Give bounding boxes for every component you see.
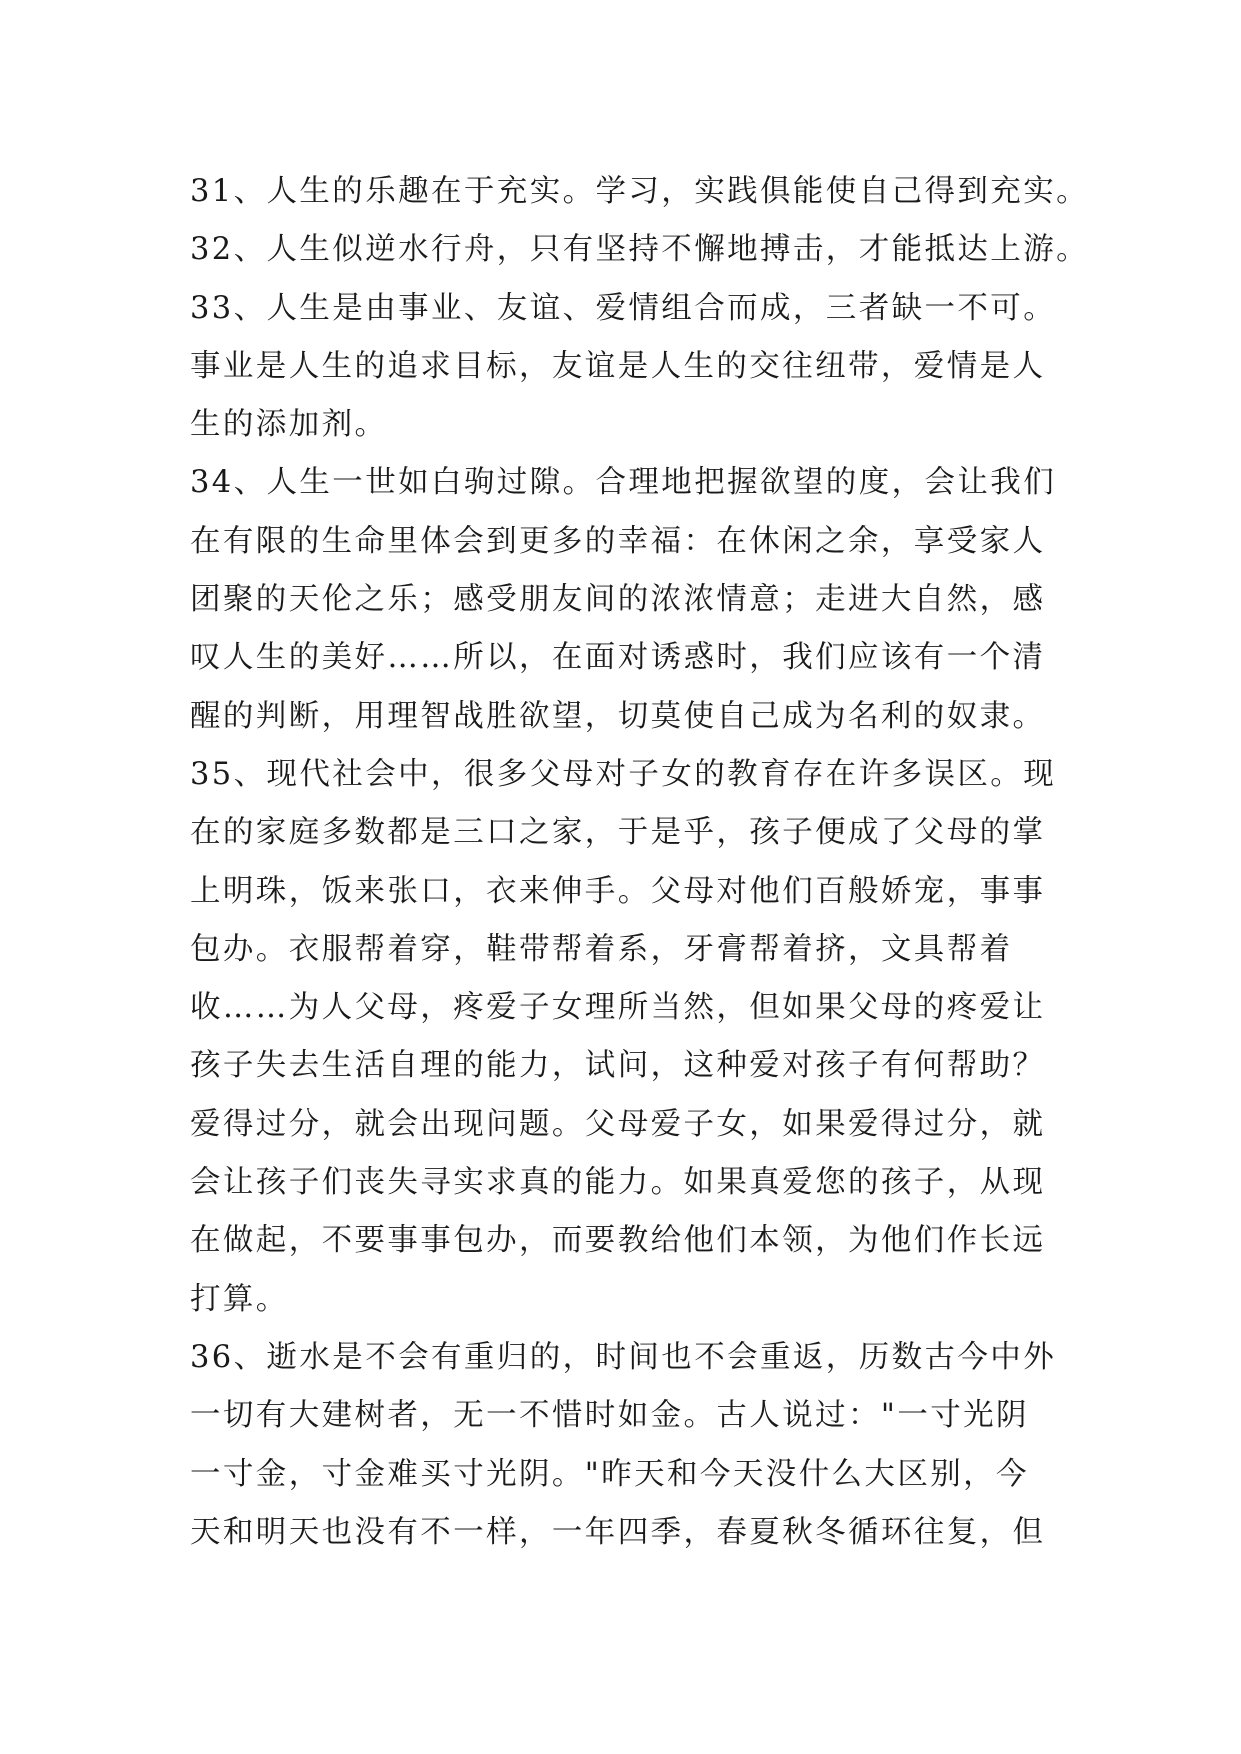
text-line: 35、现代社会中，很多父母对子女的教育存在许多误区。现 [190,756,1057,792]
text-line: 一寸金，寸金难买寸光阴。"昨天和今天没什么大区别，今 [190,1456,1029,1492]
text-line: 34、人生一世如白驹过隙。合理地把握欲望的度，会让我们 [190,465,1057,501]
document-body [190,163,1090,1562]
text-line: 一切有大建树者，无一不惜时如金。古人说过："一寸光阴 [190,1398,1029,1434]
text-line: 团聚的天伦之乐；感受朋友间的浓浓情意；走进大自然，感 [190,582,1046,618]
text-line: 会让孩子们丧失寻实求真的能力。如果真爱您的孩子，从现 [190,1165,1046,1201]
text-line: 爱得过分，就会出现问题。父母爱子女，如果爱得过分，就 [190,1106,1046,1142]
text-line: 33、人生是由事业、友谊、爱情组合而成，三者缺一不可。 [190,290,1057,326]
text-line: 叹人生的美好……所以，在面对诱惑时，我们应该有一个清 [190,640,1046,676]
text-line: 孩子失去生活自理的能力，试问，这种爱对孩子有何帮助？ [190,1048,1046,1084]
text-line: 包办。衣服帮着穿，鞋带帮着系，牙膏帮着挤，文具帮着 [190,931,1013,967]
text-line: 31、人生的乐趣在于充实。学习，实践俱能使自己得到充实。 [190,174,1090,209]
text-line: 在有限的生命里体会到更多的幸福：在休闲之余，享受家人 [190,523,1046,559]
text-line: 打算。 [190,1281,289,1317]
text-line: 天和明天也没有不一样，一年四季，春夏秋冬循环往复，但 [190,1514,1046,1550]
text-line: 36、逝水是不会有重归的，时间也不会重返，历数古今中外 [190,1339,1057,1375]
text-line: 在的家庭多数都是三口之家，于是乎，孩子便成了父母的掌 [190,815,1046,851]
text-line: 上明珠，饭来张口，衣来伸手。父母对他们百般娇宠，事事 [190,873,1046,909]
text-line: 生的添加剂。 [190,407,388,443]
text-line: 收……为人父母，疼爱子女理所当然，但如果父母的疼爱让 [190,990,1046,1026]
text-line: 32、人生似逆水行舟，只有坚持不懈地搏击，才能抵达上游。 [190,232,1090,268]
text-line: 醒的判断，用理智战胜欲望，切莫使自己成为名利的奴隶。 [190,698,1046,734]
text-line: 事业是人生的追求目标，友谊是人生的交往纽带，爱情是人 [190,348,1046,384]
text-line: 在做起，不要事事包办，而要教给他们本领，为他们作长远 [190,1223,1046,1259]
